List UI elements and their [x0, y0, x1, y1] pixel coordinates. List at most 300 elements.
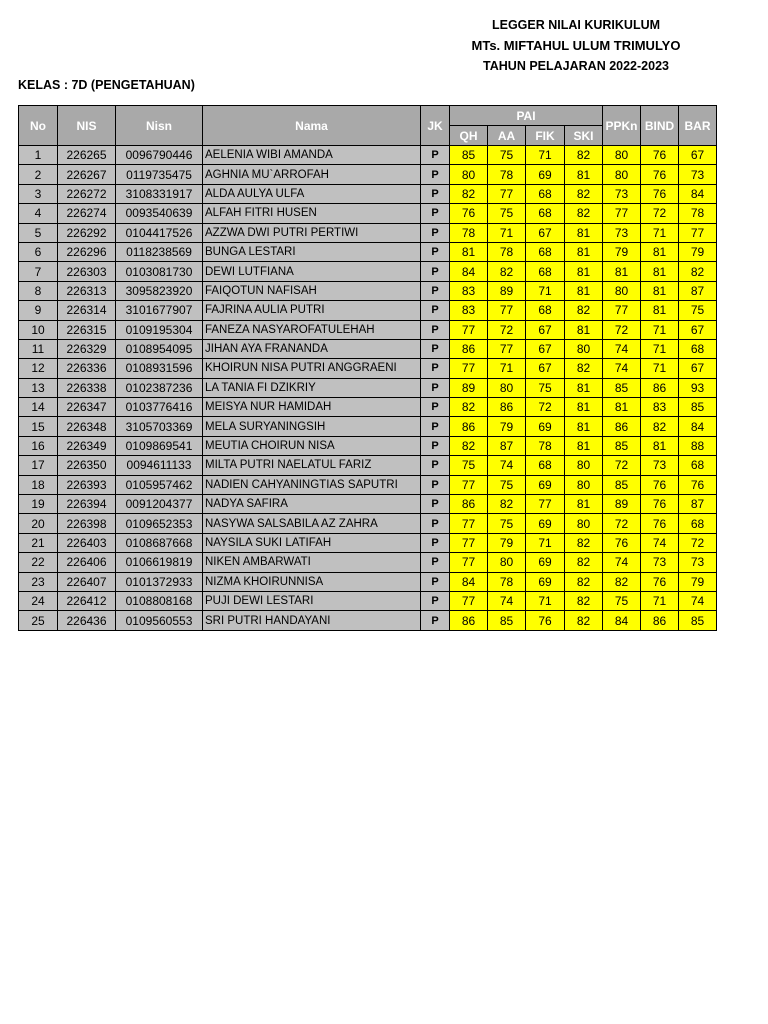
cell-jk: P: [421, 223, 450, 242]
cell-nisn: 0118238569: [116, 242, 203, 261]
cell-qh: 77: [450, 475, 488, 494]
cell-ski: 80: [565, 339, 603, 358]
cell-jk: P: [421, 417, 450, 436]
cell-ski: 82: [565, 533, 603, 552]
col-header-qh: QH: [450, 126, 488, 146]
cell-no: 8: [19, 281, 58, 300]
cell-aa: 78: [488, 572, 526, 591]
cell-fik: 76: [526, 611, 565, 630]
cell-bind: 71: [641, 339, 679, 358]
cell-qh: 84: [450, 572, 488, 591]
table-row: [19, 146, 717, 165]
cell-bind: 76: [641, 146, 679, 165]
cell-jk: P: [421, 572, 450, 591]
cell-aa: 86: [488, 398, 526, 417]
table-row: [19, 436, 717, 455]
cell-bind: 71: [641, 223, 679, 242]
cell-no: 16: [19, 436, 58, 455]
cell-fik: 69: [526, 553, 565, 572]
table-row: [19, 281, 717, 300]
academic-year: TAHUN PELAJARAN 2022-2023: [483, 59, 669, 73]
cell-jk: P: [421, 533, 450, 552]
cell-bind: 81: [641, 281, 679, 300]
cell-no: 20: [19, 514, 58, 533]
cell-bind: 71: [641, 359, 679, 378]
cell-ppkn: 85: [603, 378, 641, 397]
cell-nisn: 0103081730: [116, 262, 203, 281]
cell-aa: 74: [488, 591, 526, 610]
cell-jk: P: [421, 320, 450, 339]
cell-ski: 82: [565, 572, 603, 591]
cell-nama: NIKEN AMBARWATI: [203, 553, 421, 572]
table-header: [19, 106, 717, 146]
cell-nisn: 0105957462: [116, 475, 203, 494]
cell-no: 22: [19, 553, 58, 572]
cell-ppkn: 89: [603, 495, 641, 514]
cell-qh: 81: [450, 242, 488, 261]
cell-aa: 75: [488, 514, 526, 533]
cell-ski: 81: [565, 262, 603, 281]
cell-qh: 75: [450, 456, 488, 475]
cell-bind: 81: [641, 436, 679, 455]
cell-aa: 78: [488, 165, 526, 184]
cell-ski: 81: [565, 398, 603, 417]
cell-ppkn: 72: [603, 514, 641, 533]
cell-fik: 71: [526, 146, 565, 165]
cell-bind: 76: [641, 514, 679, 533]
cell-bind: 82: [641, 417, 679, 436]
cell-fik: 67: [526, 320, 565, 339]
cell-bind: 74: [641, 533, 679, 552]
cell-nama: LA TANIA FI DZIKRIY: [203, 378, 421, 397]
cell-ppkn: 73: [603, 223, 641, 242]
cell-ppkn: 73: [603, 184, 641, 203]
cell-qh: 86: [450, 495, 488, 514]
cell-no: 15: [19, 417, 58, 436]
cell-qh: 82: [450, 184, 488, 203]
cell-fik: 71: [526, 591, 565, 610]
table-body: [19, 146, 717, 631]
cell-nama: FANEZA NASYAROFATULEHAH: [203, 320, 421, 339]
cell-nama: KHOIRUN NISA PUTRI ANGGRAENI: [203, 359, 421, 378]
cell-nama: MELA SURYANINGSIH: [203, 417, 421, 436]
cell-qh: 83: [450, 281, 488, 300]
table-row: [19, 165, 717, 184]
cell-ppkn: 75: [603, 591, 641, 610]
cell-fik: 67: [526, 359, 565, 378]
cell-aa: 82: [488, 262, 526, 281]
cell-bar: 73: [679, 553, 717, 572]
cell-nis: 226347: [58, 398, 116, 417]
cell-ski: 82: [565, 184, 603, 203]
cell-ppkn: 82: [603, 572, 641, 591]
cell-bar: 67: [679, 359, 717, 378]
cell-no: 23: [19, 572, 58, 591]
col-header-bar: BAR: [679, 106, 717, 146]
cell-bind: 76: [641, 184, 679, 203]
cell-ski: 81: [565, 378, 603, 397]
cell-nis: 226274: [58, 204, 116, 223]
cell-bind: 71: [641, 320, 679, 339]
cell-bar: 67: [679, 320, 717, 339]
cell-nama: DEWI LUTFIANA: [203, 262, 421, 281]
cell-jk: P: [421, 398, 450, 417]
cell-ski: 82: [565, 359, 603, 378]
cell-bar: 85: [679, 398, 717, 417]
cell-nama: FAIQOTUN NAFISAH: [203, 281, 421, 300]
cell-qh: 82: [450, 436, 488, 455]
cell-nisn: 0109869541: [116, 436, 203, 455]
cell-qh: 77: [450, 591, 488, 610]
cell-no: 5: [19, 223, 58, 242]
cell-jk: P: [421, 146, 450, 165]
cell-jk: P: [421, 165, 450, 184]
table-row: [19, 301, 717, 320]
cell-qh: 86: [450, 339, 488, 358]
cell-no: 17: [19, 456, 58, 475]
cell-fik: 68: [526, 262, 565, 281]
col-header-ski: SKI: [565, 126, 603, 146]
cell-bar: 87: [679, 495, 717, 514]
cell-no: 18: [19, 475, 58, 494]
cell-nis: 226398: [58, 514, 116, 533]
cell-nama: AELENIA WIBI AMANDA: [203, 146, 421, 165]
cell-jk: P: [421, 553, 450, 572]
col-header-nis: NIS: [58, 106, 116, 146]
cell-bar: 79: [679, 572, 717, 591]
cell-ski: 81: [565, 417, 603, 436]
table-row: [19, 184, 717, 203]
cell-nisn: 0094611133: [116, 456, 203, 475]
cell-qh: 77: [450, 514, 488, 533]
cell-bind: 81: [641, 262, 679, 281]
cell-bind: 86: [641, 378, 679, 397]
cell-nis: 226338: [58, 378, 116, 397]
cell-ski: 81: [565, 495, 603, 514]
cell-aa: 75: [488, 146, 526, 165]
cell-qh: 84: [450, 262, 488, 281]
cell-ppkn: 72: [603, 320, 641, 339]
cell-nama: FAJRINA AULIA PUTRI: [203, 301, 421, 320]
cell-bar: 87: [679, 281, 717, 300]
cell-nama: NAYSILA SUKI LATIFAH: [203, 533, 421, 552]
cell-nisn: 0108808168: [116, 591, 203, 610]
cell-nisn: 3095823920: [116, 281, 203, 300]
cell-jk: P: [421, 262, 450, 281]
table-row: [19, 611, 717, 630]
table-row: [19, 204, 717, 223]
cell-nisn: 3108331917: [116, 184, 203, 203]
cell-fik: 71: [526, 533, 565, 552]
cell-aa: 74: [488, 456, 526, 475]
cell-bind: 76: [641, 165, 679, 184]
cell-qh: 80: [450, 165, 488, 184]
cell-ski: 82: [565, 611, 603, 630]
cell-ppkn: 80: [603, 146, 641, 165]
report-title: LEGGER NILAI KURIKULUM: [491, 18, 661, 32]
cell-no: 14: [19, 398, 58, 417]
cell-nisn: 3101677907: [116, 301, 203, 320]
cell-no: 1: [19, 146, 58, 165]
cell-ski: 82: [565, 204, 603, 223]
cell-aa: 80: [488, 378, 526, 397]
cell-aa: 82: [488, 495, 526, 514]
cell-fik: 68: [526, 301, 565, 320]
cell-nisn: 0109560553: [116, 611, 203, 630]
cell-no: 6: [19, 242, 58, 261]
class-label: KELAS : 7D (PENGETAHUAN): [18, 78, 195, 92]
cell-nama: NIZMA KHOIRUNNISA: [203, 572, 421, 591]
cell-bar: 72: [679, 533, 717, 552]
cell-aa: 79: [488, 533, 526, 552]
cell-no: 9: [19, 301, 58, 320]
cell-qh: 86: [450, 611, 488, 630]
cell-jk: P: [421, 359, 450, 378]
cell-fik: 78: [526, 436, 565, 455]
cell-qh: 89: [450, 378, 488, 397]
cell-nama: MILTA PUTRI NAELATUL FARIZ: [203, 456, 421, 475]
cell-nama: BUNGA LESTARI: [203, 242, 421, 261]
table-row: [19, 417, 717, 436]
cell-nis: 226329: [58, 339, 116, 358]
cell-nis: 226272: [58, 184, 116, 203]
cell-qh: 77: [450, 359, 488, 378]
cell-jk: P: [421, 475, 450, 494]
cell-nis: 226265: [58, 146, 116, 165]
cell-aa: 75: [488, 204, 526, 223]
cell-jk: P: [421, 242, 450, 261]
cell-aa: 79: [488, 417, 526, 436]
cell-nisn: 0109195304: [116, 320, 203, 339]
cell-qh: 78: [450, 223, 488, 242]
cell-nama: NADYA SAFIRA: [203, 495, 421, 514]
table-row: [19, 456, 717, 475]
grade-ledger-table: [18, 105, 717, 631]
cell-no: 11: [19, 339, 58, 358]
cell-qh: 82: [450, 398, 488, 417]
cell-qh: 77: [450, 553, 488, 572]
cell-no: 10: [19, 320, 58, 339]
cell-bar: 82: [679, 262, 717, 281]
cell-no: 7: [19, 262, 58, 281]
cell-nis: 226350: [58, 456, 116, 475]
table-row: [19, 242, 717, 261]
table-row: [19, 320, 717, 339]
cell-jk: P: [421, 495, 450, 514]
table-row: [19, 223, 717, 242]
cell-bar: 77: [679, 223, 717, 242]
cell-ski: 80: [565, 456, 603, 475]
table-row: [19, 553, 717, 572]
cell-aa: 71: [488, 359, 526, 378]
cell-fik: 69: [526, 514, 565, 533]
cell-bar: 68: [679, 514, 717, 533]
col-header-bind: BIND: [641, 106, 679, 146]
table-row: [19, 495, 717, 514]
cell-bind: 71: [641, 591, 679, 610]
cell-nis: 226313: [58, 281, 116, 300]
cell-jk: P: [421, 184, 450, 203]
cell-qh: 77: [450, 533, 488, 552]
cell-ppkn: 74: [603, 553, 641, 572]
cell-qh: 85: [450, 146, 488, 165]
col-header-ppkn: PPKn: [603, 106, 641, 146]
cell-bind: 76: [641, 475, 679, 494]
col-header-aa: AA: [488, 126, 526, 146]
cell-fik: 72: [526, 398, 565, 417]
col-header-jk: JK: [421, 106, 450, 146]
cell-nama: SRI PUTRI HANDAYANI: [203, 611, 421, 630]
table-row: [19, 339, 717, 358]
cell-nisn: 0101372933: [116, 572, 203, 591]
cell-no: 3: [19, 184, 58, 203]
cell-jk: P: [421, 436, 450, 455]
cell-bar: 76: [679, 475, 717, 494]
cell-nama: ALFAH FITRI HUSEN: [203, 204, 421, 223]
cell-bar: 84: [679, 417, 717, 436]
cell-fik: 68: [526, 242, 565, 261]
cell-nis: 226394: [58, 495, 116, 514]
cell-no: 12: [19, 359, 58, 378]
col-header-nama: Nama: [203, 106, 421, 146]
cell-bar: 74: [679, 591, 717, 610]
cell-ski: 81: [565, 436, 603, 455]
cell-qh: 86: [450, 417, 488, 436]
cell-nis: 226303: [58, 262, 116, 281]
cell-fik: 71: [526, 281, 565, 300]
cell-bind: 83: [641, 398, 679, 417]
cell-nis: 226393: [58, 475, 116, 494]
cell-ppkn: 74: [603, 339, 641, 358]
cell-fik: 68: [526, 204, 565, 223]
cell-fik: 69: [526, 475, 565, 494]
cell-aa: 89: [488, 281, 526, 300]
cell-bar: 93: [679, 378, 717, 397]
cell-nisn: 0108687668: [116, 533, 203, 552]
cell-ski: 81: [565, 223, 603, 242]
cell-no: 21: [19, 533, 58, 552]
cell-nis: 226436: [58, 611, 116, 630]
cell-bind: 73: [641, 456, 679, 475]
cell-no: 2: [19, 165, 58, 184]
cell-nisn: 3105703369: [116, 417, 203, 436]
table-row: [19, 533, 717, 552]
cell-nisn: 0119735475: [116, 165, 203, 184]
cell-bind: 76: [641, 572, 679, 591]
cell-ppkn: 85: [603, 436, 641, 455]
cell-jk: P: [421, 281, 450, 300]
cell-aa: 72: [488, 320, 526, 339]
table-row: [19, 475, 717, 494]
cell-qh: 83: [450, 301, 488, 320]
cell-ski: 82: [565, 553, 603, 572]
cell-jk: P: [421, 378, 450, 397]
cell-aa: 80: [488, 553, 526, 572]
table-row: [19, 572, 717, 591]
cell-fik: 68: [526, 456, 565, 475]
cell-aa: 87: [488, 436, 526, 455]
table-row: [19, 378, 717, 397]
cell-nisn: 0103776416: [116, 398, 203, 417]
col-header-no: No: [19, 106, 58, 146]
cell-bar: 67: [679, 146, 717, 165]
table-row: [19, 359, 717, 378]
cell-jk: P: [421, 301, 450, 320]
cell-bind: 76: [641, 495, 679, 514]
cell-ski: 80: [565, 514, 603, 533]
cell-bar: 78: [679, 204, 717, 223]
cell-ski: 82: [565, 591, 603, 610]
cell-ski: 81: [565, 281, 603, 300]
cell-aa: 71: [488, 223, 526, 242]
cell-nama: MEUTIA CHOIRUN NISA: [203, 436, 421, 455]
cell-jk: P: [421, 591, 450, 610]
cell-nis: 226267: [58, 165, 116, 184]
cell-nis: 226349: [58, 436, 116, 455]
cell-no: 25: [19, 611, 58, 630]
cell-nis: 226314: [58, 301, 116, 320]
cell-nis: 226348: [58, 417, 116, 436]
cell-bar: 68: [679, 339, 717, 358]
table-row: [19, 591, 717, 610]
cell-nis: 226412: [58, 591, 116, 610]
cell-qh: 77: [450, 320, 488, 339]
cell-nama: AZZWA DWI PUTRI PERTIWI: [203, 223, 421, 242]
cell-bar: 84: [679, 184, 717, 203]
cell-ppkn: 85: [603, 475, 641, 494]
cell-bind: 72: [641, 204, 679, 223]
cell-aa: 85: [488, 611, 526, 630]
cell-fik: 69: [526, 417, 565, 436]
cell-aa: 75: [488, 475, 526, 494]
table-row: [19, 514, 717, 533]
cell-nama: NADIEN CAHYANINGTIAS SAPUTRI: [203, 475, 421, 494]
table-row: [19, 262, 717, 281]
cell-ppkn: 76: [603, 533, 641, 552]
cell-jk: P: [421, 514, 450, 533]
cell-ppkn: 77: [603, 204, 641, 223]
cell-nisn: 0093540639: [116, 204, 203, 223]
cell-nisn: 0091204377: [116, 495, 203, 514]
cell-bar: 79: [679, 242, 717, 261]
cell-nis: 226336: [58, 359, 116, 378]
cell-nis: 226296: [58, 242, 116, 261]
cell-no: 4: [19, 204, 58, 223]
cell-jk: P: [421, 456, 450, 475]
cell-ppkn: 84: [603, 611, 641, 630]
cell-ppkn: 72: [603, 456, 641, 475]
cell-fik: 75: [526, 378, 565, 397]
cell-nama: ALDA AULYA ULFA: [203, 184, 421, 203]
school-name: MTs. MIFTAHUL ULUM TRIMULYO: [471, 38, 681, 53]
cell-fik: 67: [526, 223, 565, 242]
cell-ppkn: 81: [603, 398, 641, 417]
col-header-pai: PAI: [450, 106, 603, 126]
cell-no: 24: [19, 591, 58, 610]
cell-bar: 75: [679, 301, 717, 320]
cell-fik: 69: [526, 165, 565, 184]
cell-jk: P: [421, 339, 450, 358]
cell-bind: 73: [641, 553, 679, 572]
cell-fik: 69: [526, 572, 565, 591]
cell-aa: 78: [488, 242, 526, 261]
cell-ppkn: 77: [603, 301, 641, 320]
cell-jk: P: [421, 204, 450, 223]
cell-bar: 85: [679, 611, 717, 630]
cell-bind: 81: [641, 242, 679, 261]
cell-ppkn: 80: [603, 165, 641, 184]
cell-no: 13: [19, 378, 58, 397]
